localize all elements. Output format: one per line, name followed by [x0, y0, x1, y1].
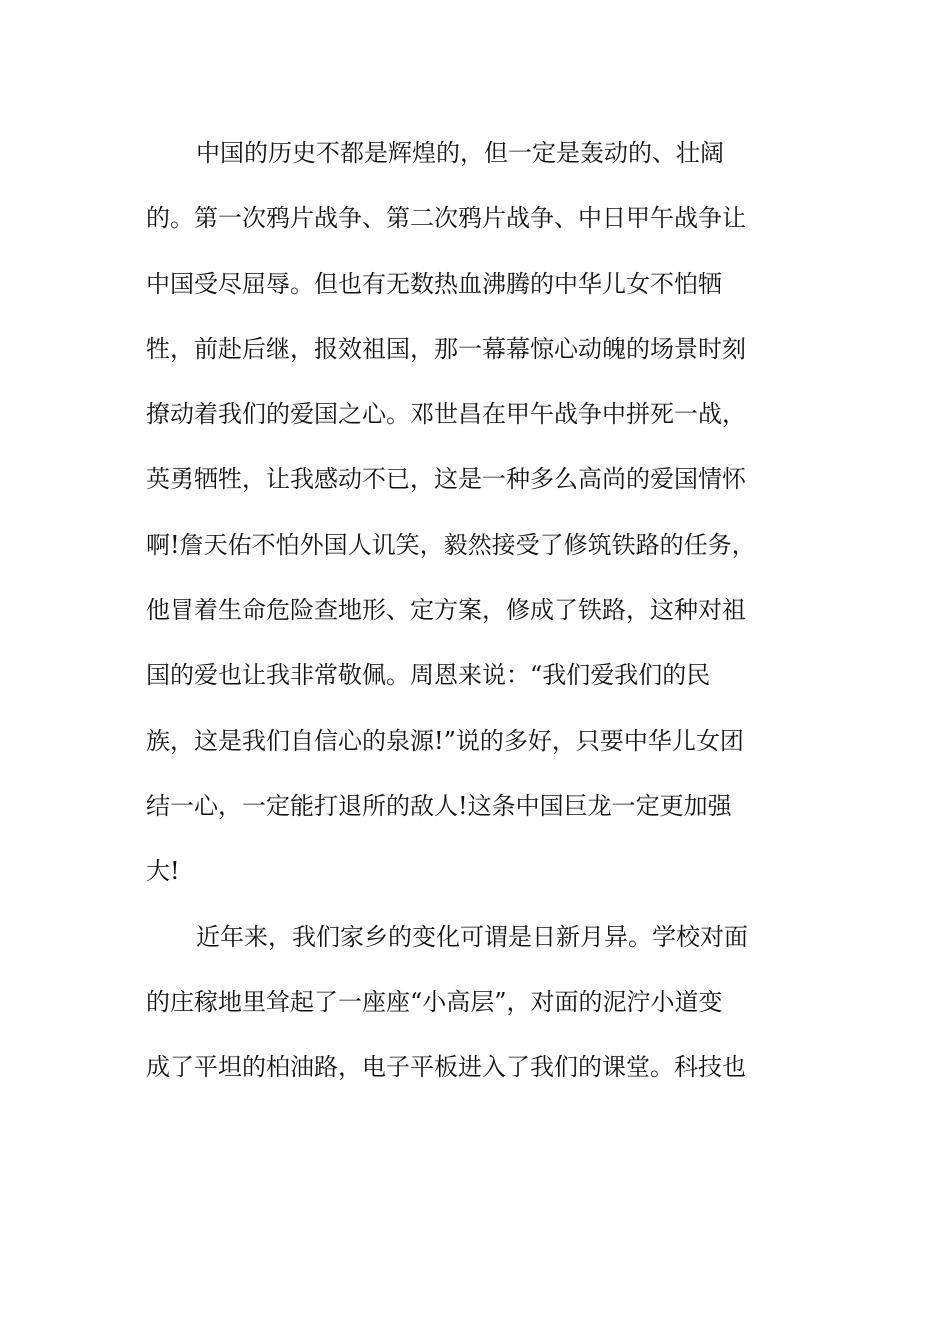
text-line: 国的爱也让我非常敬佩。周恩来说：“我们爱我们的民	[146, 661, 711, 690]
text-line: 中国受尽屈辱。但也有无数热血沸腾的中华儿女不怕牺	[146, 269, 722, 298]
text-line: 大!	[146, 857, 180, 886]
text-line: 英勇牺牲，让我感动不已，这是一种多么高尚的爱国情怀	[146, 465, 746, 494]
text-line: 牲，前赴后继，报效祖国，那一幕幕惊心动魄的场景时刻	[146, 334, 746, 363]
document-body	[146, 125, 806, 1104]
text-line: 成了平坦的柏油路，电子平板进入了我们的课堂。科技也	[146, 1053, 746, 1082]
text-line: 族，这是我们自信心的泉源!”说的多好，只要中华儿女团	[146, 726, 744, 755]
text-line: 结一心，一定能打退所的敌人!这条中国巨龙一定更加强	[146, 791, 732, 820]
text-line: 近年来，我们家乡的变化可谓是日新月异。学校对面	[196, 922, 748, 951]
paragraph-1	[146, 125, 806, 909]
text-line: 的。第一次鸦片战争、第二次鸦片战争、中日甲午战争让	[146, 204, 746, 233]
text-line: 撩动着我们的爱国之心。邓世昌在甲午战争中拼死一战，	[146, 400, 746, 429]
text-line: 中国的历史不都是辉煌的，但一定是轰动的、壮阔	[196, 139, 724, 167]
text-line: 啊!詹天佑不怕外国人讥笑，毅然接受了修筑铁路的任务，	[146, 530, 756, 559]
paragraph-2	[146, 909, 806, 1105]
text-line: 他冒着生命危险查地形、定方案，修成了铁路，这种对祖	[146, 596, 746, 625]
text-line: 的庄稼地里耸起了一座座“小高层”，对面的泥泞小道变	[146, 987, 723, 1016]
